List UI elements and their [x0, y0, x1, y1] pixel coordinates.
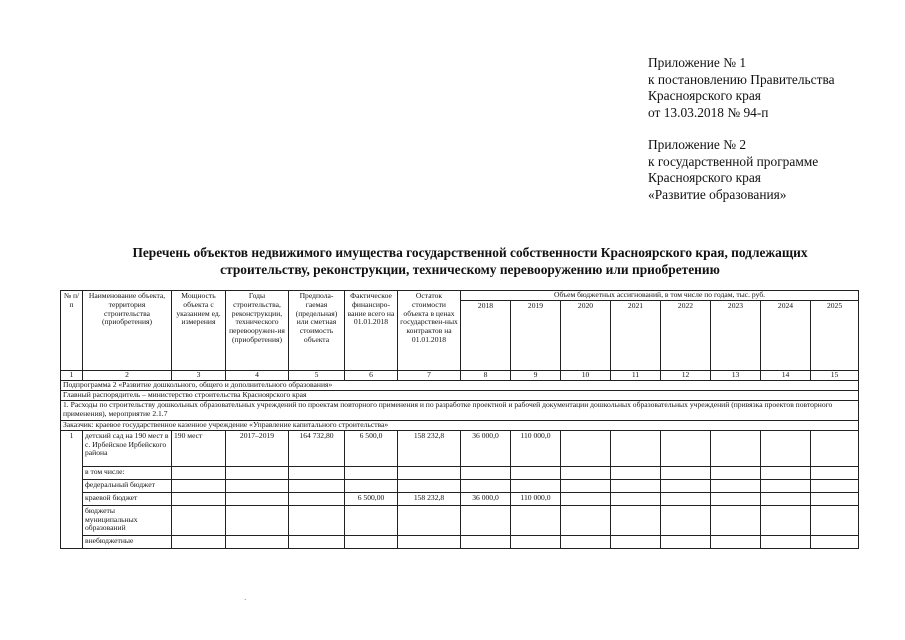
header-budget-group: Объем бюджетных ассигнований, в том числе по годам, тыс. руб. [461, 291, 859, 301]
column-number: 1 [61, 371, 83, 381]
appendix-1-line: к постановлению Правительства [648, 71, 835, 87]
incl-row [61, 466, 859, 479]
header-remaining-cost: Остаток стоимости объекта в ценах государствен-ных контрактов на 01.01.2018 [398, 291, 461, 371]
customer-row [61, 420, 859, 430]
main-manager-text: Главный распорядитель – министерство строительства Красноярского края [61, 390, 859, 400]
title-line-2: строительству, реконструкции, техническому перевооружению или приобретению [220, 262, 720, 277]
title-line-1: Перечень объектов недвижимого имущества государственной собственности Красноярского края, подлежащих [132, 245, 808, 260]
header-year: 2018 [461, 301, 511, 371]
empty-cell [811, 430, 859, 466]
appendix-1-line: Приложение № 1 [648, 55, 747, 70]
appendix-1-line: от 13.03.2018 № 94-п [648, 104, 769, 120]
header-estimated-cost: Предпола-гаемая (предельная) или сметная стоимость объекта [289, 291, 345, 371]
subprogram-row [61, 380, 859, 390]
appendix-2-line: «Развитие образования» [648, 186, 787, 202]
regional-label: краевой бюджет [83, 492, 172, 505]
header-year: 2022 [661, 301, 711, 371]
regional-remaining-cost: 158 232,8 [398, 492, 461, 505]
column-number: 6 [345, 371, 398, 381]
extrabudget-label: внебюджетные [83, 535, 172, 548]
municipal-row [61, 505, 859, 535]
regional-actual-financing: 6 500,00 [345, 492, 398, 505]
object-remaining-cost: 158 232,8 [398, 430, 461, 466]
object-name: детский сад на 190 мест в с. Ирбейское Ирбейского района [83, 430, 172, 466]
object-capacity: 190 мест [172, 430, 226, 466]
column-number: 4 [226, 371, 289, 381]
expense-text: 1. Расходы по строительству дошкольных образовательных учреждений по проектам повторного применения и по разработке проектной и рабочей документации дошкольных образовательных учреждений (привязка проектов повторного применения), мероприятие 2.1.7 [61, 400, 859, 420]
document-title [60, 244, 880, 278]
column-number-row [61, 371, 859, 381]
empty-cell [661, 430, 711, 466]
header-year: 2020 [561, 301, 611, 371]
appendix-2-block [648, 137, 898, 203]
federal-label: федеральный бюджет [83, 479, 172, 492]
header-year: 2025 [811, 301, 859, 371]
regional-2018: 36 000,0 [461, 492, 511, 505]
federal-row [61, 479, 859, 492]
header-year: 2021 [611, 301, 661, 371]
expense-row [61, 400, 859, 420]
appendix-1-line: Красноярского края [648, 88, 761, 103]
column-number: 12 [661, 371, 711, 381]
column-number: 3 [172, 371, 226, 381]
object-row [61, 430, 859, 466]
regional-2019: 110 000,0 [511, 492, 561, 505]
object-estimated-cost: 164 732,80 [289, 430, 345, 466]
municipal-label: бюджеты муниципальных образований [83, 505, 172, 535]
empty-cell [561, 430, 611, 466]
empty-cell [711, 430, 761, 466]
column-number: 8 [461, 371, 511, 381]
header-capacity: Мощность объекта с указанием ед. измерения [172, 291, 226, 371]
header-actual-financing: Фактическое финансиро-вание всего на 01.01.2018 [345, 291, 398, 371]
column-number: 9 [511, 371, 561, 381]
object-num: 1 [61, 430, 83, 548]
header-name: Наименование объекта, территория строительства (приобретения) [83, 291, 172, 371]
appendix-2-line: Красноярского края [648, 170, 761, 185]
column-number: 2 [83, 371, 172, 381]
empty-cell [611, 430, 661, 466]
regional-row [61, 492, 859, 505]
column-number: 7 [398, 371, 461, 381]
object-actual-financing: 6 500,0 [345, 430, 398, 466]
subprogram-text: Подпрограмма 2 «Развитие дошкольного, общего и дополнительного образования» [61, 380, 859, 390]
column-number: 5 [289, 371, 345, 381]
header-num: № п/п [61, 291, 83, 371]
column-number: 14 [761, 371, 811, 381]
appendix-1-block [648, 55, 898, 121]
column-number: 10 [561, 371, 611, 381]
object-2018: 36 000,0 [461, 430, 511, 466]
object-2019: 110 000,0 [511, 430, 561, 466]
header-year: 2023 [711, 301, 761, 371]
appendix-2-line: Приложение № 2 [648, 137, 747, 152]
empty-cell [761, 430, 811, 466]
appendix-2-line: к государственной программе [648, 153, 819, 169]
column-number: 11 [611, 371, 661, 381]
column-number: 15 [811, 371, 859, 381]
column-number: 13 [711, 371, 761, 381]
header-year: 2024 [761, 301, 811, 371]
object-years: 2017–2019 [226, 430, 289, 466]
header-year: 2019 [511, 301, 561, 371]
objects-table [60, 290, 859, 549]
header-row [61, 291, 859, 301]
main-manager-row [61, 390, 859, 400]
header-years: Годы строительства, реконструкции, технического перевооружен-ия (приобретения) [226, 291, 289, 371]
extrabudget-row [61, 535, 859, 548]
incl-label: в том числе: [83, 466, 172, 479]
customer-text: Заказчик: краевое государственное казенное учреждение «Управление капитального строительства» [61, 420, 859, 430]
scan-speck: · [244, 596, 247, 604]
